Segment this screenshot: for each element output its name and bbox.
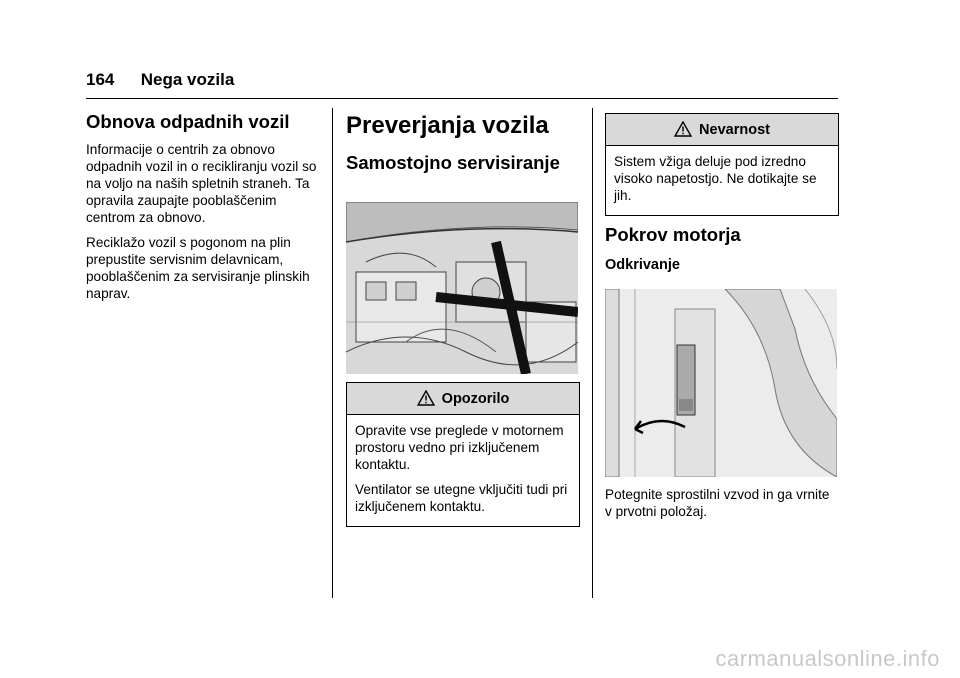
page-number: 164: [86, 70, 115, 89]
engine-bay-illustration: [346, 202, 578, 374]
warning-paragraph-2: Ventilator se utegne vključiti tudi pri izključenem kontaktu.: [355, 481, 568, 514]
hood-release-illustration: [605, 289, 837, 477]
danger-paragraph-1: Sistem vžiga deluje pod izredno visoko napetostjo. Ne dotikajte se jih.: [614, 154, 817, 203]
watermark: carmanualsonline.info: [715, 646, 940, 671]
column-divider-2: [592, 108, 593, 598]
warning-icon: [417, 391, 442, 407]
column-divider-1: [332, 108, 333, 598]
heading-preverjanja: Preverjanja vozila: [346, 112, 549, 139]
heading-pokrov-motorja: Pokrov motorja: [605, 224, 741, 245]
header-rule: [86, 98, 838, 99]
paragraph-obnova-2: Reciklažo vozil s pogonom na plin prepustite servisnim delavnicam, pooblaščenim za servisiranje plinskih naprav.: [86, 235, 310, 302]
danger-header: [606, 114, 838, 146]
warning-box: [346, 382, 580, 527]
column-3-headings: [605, 225, 837, 285]
danger-icon: [674, 122, 699, 138]
column-1: [86, 112, 318, 311]
page-header: [86, 70, 234, 90]
heading-samostojno: Samostojno servisiranje: [346, 152, 560, 174]
column-2: [346, 113, 580, 186]
danger-title: Nevarnost: [699, 122, 770, 138]
heading-obnova: Obnova odpadnih vozil: [86, 111, 290, 132]
heading-odkrivanje: Odkrivanje: [605, 257, 680, 274]
paragraph-obnova-1: Informacije o centrih za obnovo odpadnih vozil in o recikliranju vozil so na voljo na naših spletnih straneh. Ta opravila zaupajte pooblaščenim centrom za obnovo.: [86, 142, 317, 226]
warning-header: [347, 383, 579, 415]
warning-paragraph-1: Opravite vse preglede v motornem prostoru vedno pri izključenem kontaktu.: [355, 423, 564, 472]
section-title: Nega vozila: [140, 70, 235, 89]
caption-block: [605, 487, 837, 529]
warning-title: Opozorilo: [441, 391, 510, 407]
warning-body: [347, 415, 579, 526]
danger-body: [606, 146, 838, 215]
danger-box: [605, 113, 839, 216]
hood-caption: Potegnite sprostilni vzvod in ga vrnite v prvotni položaj.: [605, 487, 830, 519]
